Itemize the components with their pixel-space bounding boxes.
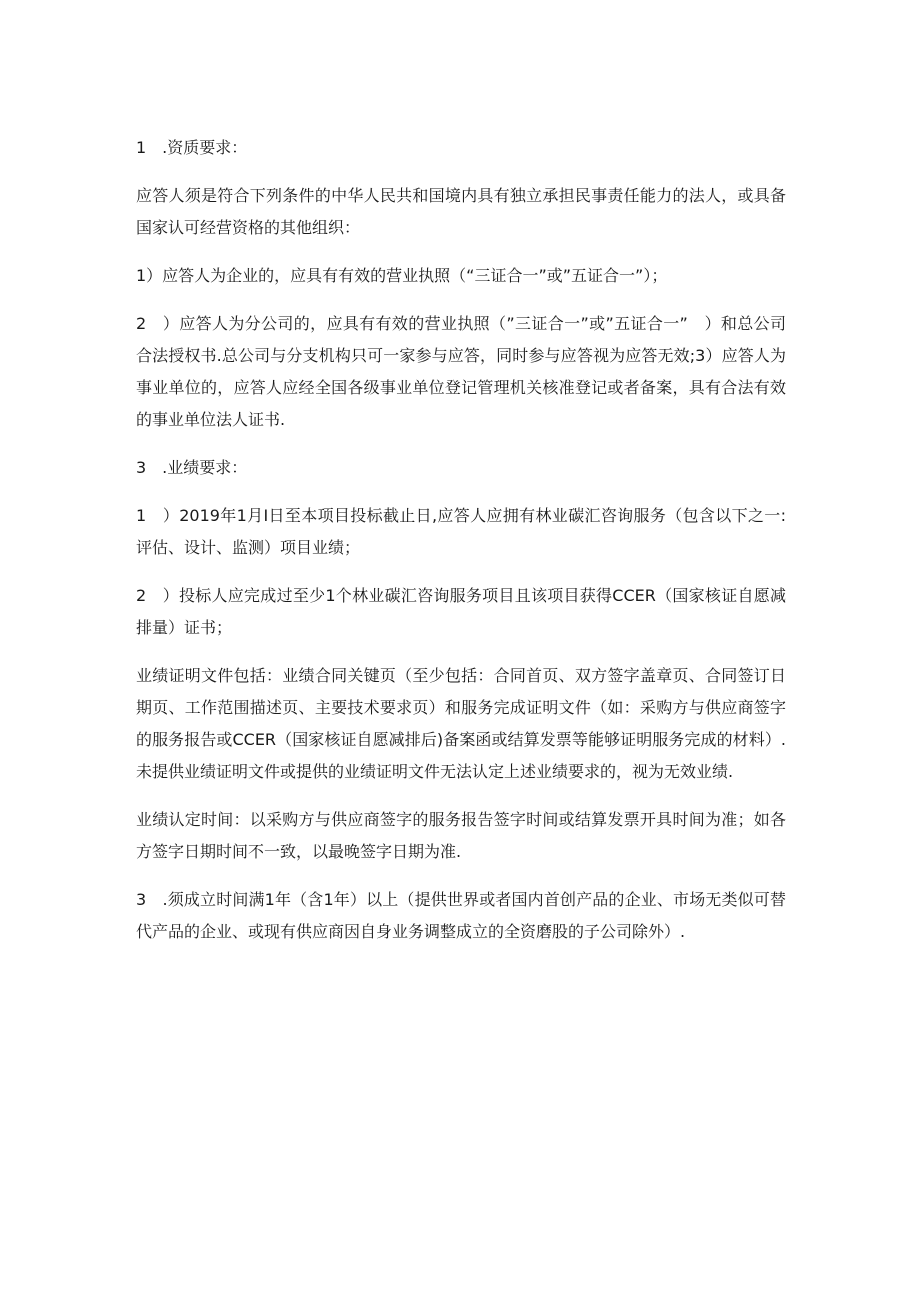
section-heading-performance: 3 .业绩要求： [136,458,248,477]
paragraph-establishment-time: 3 .须成立时间满1年（含1年）以上（提供世界或者国内首创产品的企业、市场无类似可替代产品的企业、或现有供应商因自身业务调整成立的全资磨股的子公司除外）. [136,890,786,941]
document-body [136,132,786,964]
paragraph-qualification-intro: 应答人须是符合下列条件的中华人民共和国境内具有独立承担民事责任能力的法人，或具备国家认可经营资格的其他组织： [136,186,786,237]
paragraph-performance-1: 1 ）2019年1月I日至本项目投标截止日,应答人应拥有林业碳汇咨询服务（包含以下之一:评估、设计、监测）项目业绩； [136,506,786,557]
paragraph-enterprise-license: 1）应答人为企业的，应具有有效的营业执照（“三证合一”或”五证合一”）； [136,266,668,285]
paragraph-performance-time: 业绩认定时间：以采购方与供应商签字的服务报告签字时间或结算发票开具时间为准；如各方签字日期时间不一致，以最晚签字日期为准. [136,810,786,861]
paragraph-branch-and-institution: 2 ）应答人为分公司的，应具有有效的营业执照（”三证合一”或”五证合一” ）和总公司合法授权书.总公司与分支机构只可一家参与应答，同时参与应答视为应答无效;3）应答人为事业单位的，应答人应经全国各级事业单位登记管理机关核准登记或者备案，具有合法有效的事业单位法人证书. [136,314,786,429]
paragraph-performance-2: 2 ）投标人应完成过至少1个林业碳汇咨询服务项目且该项目获得CCER（国家核证自愿减排量）证书； [136,586,786,637]
paragraph-performance-evidence: 业绩证明文件包括：业绩合同关键页（至少包括：合同首页、双方签字盖章页、合同签订日期页、工作范围描述页、主要技术要求页）和服务完成证明文件（如：采购方与供应商签字的服务报告或CCER（国家核证自愿减排后)备案函或结算发票等能够证明服务完成的材料）.未提供业绩证明文件或提供的业绩证明文件无法认定上述业绩要求的，视为无效业绩. [136,666,786,781]
section-heading-qualification: 1 .资质要求： [136,138,248,157]
